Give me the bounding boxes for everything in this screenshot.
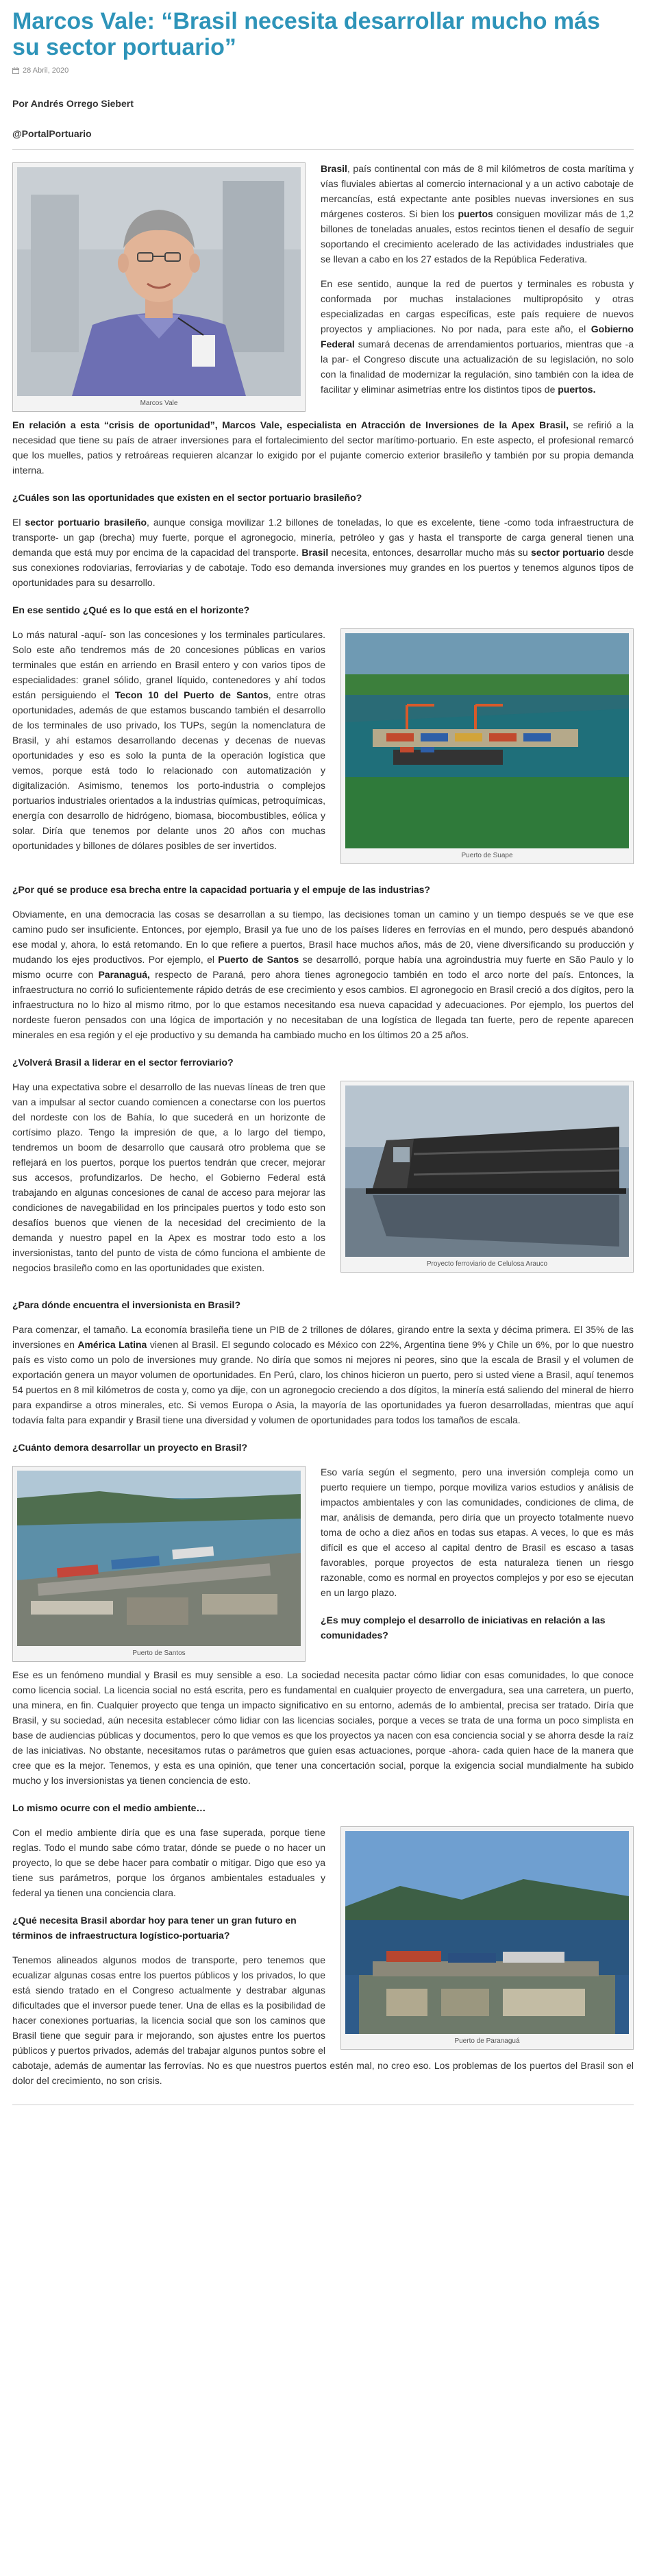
divider [12,149,634,150]
question-heading: ¿Para dónde encuentra el inversionista en Brasil? [12,1299,240,1310]
port-photo-icon [345,633,629,848]
train-photo-icon [345,1085,629,1257]
answer-paragraph: Hay una expectativa sobre el desarrollo de las nuevas líneas de tren que van a impulsar al sector cuando comiencen a conectarse con los puertos del nordeste con los de Bahía, lo que sucederá en un horizonte de cortísimo plazo. Tengo la impresión de que, a lo largo del tiempo, tendremos un boom de desarrollo que causará otro problema que se reflejará en los puertos, porque los puertos tendrán que crecer, mejorar sus accesos, profundizarlos. De hecho, el Gobierno Federal está trabajando en algunas concesiones de canal de acceso para mejorar las condiciones de navegabilidad en los principales puertos y todo esto son desafíos buenos que vienen de la necesidad del crecimiento de la demanda y nuestro papel en la Apex es mostrar todo esto a los inversionistas, tanto del punto de vista de cómo funciona el ambiente de negocios brasileño como en las oportunidades que existen. [12,1081,325,1273]
figure-paranagua [340,1826,634,2050]
intro-paragraph-3: En relación a esta “crisis de oportunidad”, Marcos Vale, especialista en Atracción de Inversiones de la Apex Brasil, se refirió a la necesidad que tiene su país de atraer inversiones para el fortalecimiento del sector marítimo-portuario. En este aspecto, el profesional remarcó que los muelles, patios y retroáreas requieren alcanzar lo exigido por el pujante comercio exterior brasileño y también por su propia demanda interna. [12,419,634,476]
answer-paragraph: Obviamente, en una democracia las cosas se desarrollan a su tiempo, las decisiones toman un camino y un tiempo después se ve que ese camino pudo ser insuficiente. Entonces, por ejemplo, Brasil ya fue uno de los países líderes en ferrovías en el mundo, pero después abandonó ese modal y, ahora, lo está retomando. En lo que refiere a puertos, Brasil hace muchos años, más de 20, viene diversificando su producción y mudando los ejes productivos. Por ejemplo, el Puerto de Santos se desarrolló, porque había una agroindustria muy fuerte en São Paulo y lo mismo ocurre con Paranaguá, respecto de Paraná, pero ahora tienes agronegocio también en todo el arco norte del país. Entonces, la infraestructura no corrió lo suficientemente rápido detrás de ese crecimiento y esos cambios. El agronegocio en Brasil creció a dos dígitos, pero la infraestructura no lo hizo al mismo ritmo, por lo que estamos necesitando esa nueva capacidad y adecuaciones. Por ejemplo, los puertos del nordeste fueron pensados con una lógica de importación y no necesitaban de una logística de llegada tan fuerte, pero de repente aparecen minerales en esa región y el eje productivo y su demanda ha cambiado mucho en los últimos 20 a 25 años. [12,909,634,1040]
answer-paragraph: Tenemos alineados algunos modos de transporte, pero tenemos que ecualizar algunas cosas entre los puertos públicos y los privados, lo que está siendo tratado en el Congreso actualmente y destrabar algunas dificultades que el inversor puede tener. Una de ellas es la posibilidad de hacer conexiones portuarias, la licencia social que son los caminos que Brasil tiene que seguir para ir mejorando, son ajustes entre los puertos públicos y puertos privados, además del trabajar algunos puntos sobre el cabotaje, además de aumentar las ferrovías. No es que nuestros puertos estén mal, no creo eso. Los problemas de los puertos del Brasil son el dolor del crecimiento, no son crisis. [12,1954,634,2086]
figure-caption: Puerto de Suape [461,852,513,859]
figure-caption: Puerto de Paranaguá [454,2037,520,2045]
question-heading: Lo mismo ocurre con el medio ambiente… [12,1802,206,1813]
twitter-handle[interactable]: @PortalPortuario [12,128,92,139]
answer-paragraph: Lo más natural -aquí- son las concesiones y los terminales particulares. Solo este año tendremos más de 20 concesiones públicas en varios terminales que están en arriendo en Brasil entero y con varios tipos de especialidades: granel sólido, granel líquido, contenedores y ahí todos están persiguiendo el Tecon 10 del Puerto de Santos, entre otras oportunidades, además de que estamos buscando también el desarrollo de los terminales de uso privado, los TUPs, según la nomenclatura de Brasil, y ahí estamos desarrollando decenas y decenas de nuevas oportunidades y eso es solo la punta de la operación logística que vemos, porque está todo lo relacionado con automatización y digitalización. Asimismo, tenemos los porto-industria o complejos portuarios industriales orientados a la industrias químicas, petroquímicas, energía con desarrollo de hidrógeno, biomasa, biocombustibles, eólica y solar. Diría que tenemos por delante unos 20 años con muchas oportunidades y billones de dólares posibles de ser invertidos. [12,629,325,851]
person-photo-icon [17,167,301,396]
answer-paragraph: Eso varía según el segmento, pero una inversión compleja como un puerto requiere un tiempo, porque moviliza varios estudios y análisis de impactos ambientales y con las comunidades, condiciones de clima, de mar, análisis de demanda, pero diría que un proyecto totalmente nuevo toma de ocho a diez años en todas sus etapas. A veces, lo que es más difícil es que el acceso al capital dentro de Brasil es escaso a tasas favorables, porque proyectos de esta naturaleza tienen un riesgo razonable, como es normal en proyectos complejos y por eso se ejecutan en un largo plazo. [321,1467,634,1598]
question-heading: ¿Es muy complejo el desarrollo de iniciativas en relación a las comunidades? [321,1615,606,1641]
answer-paragraph: Ese es un fenómeno mundial y Brasil es muy sensible a eso. La sociedad necesita pactar cómo lidiar con esas comunidades, lo que conoce como licencia social. La licencia social no está escrita, pero es fundamental en cualquier proyecto de envergadura, sea una carretera, un puerto, una minera, en fin. Cualquier proyecto que tenga un impacto significativo en su entorno, además de lo ambiental, precisa ser tratado. Diría que Brasil, y su sociedad, aún necesita establecer cómo lidiar con las licencias sociales, porque a veces se trata de una forma un poco simplista en base de audiencias públicas y documentos, pero lo que vemos es que los proyectos ya nacen con esa conciencia social y se ahorra desde la raíz de las iniciativas. No obstante, necesitamos rutas o parámetros que guíen esas actuaciones, porque -ahora- cada quien hace de la manera que cree que es la mejor. Tenemos, y esta es una opinión, que tener una concertación social, porque la exigencia social mundialmente ha subido mucho y los inversionistas ya tienen conciencia de esto. [12,1669,634,1786]
figure-portrait [12,162,306,412]
date-text: 28 Abril, 2020 [23,66,69,75]
figure-caption: Puerto de Santos [132,1649,186,1657]
question-heading: ¿Por qué se produce esa brecha entre la capacidad portuaria y el empuje de las industrias? [12,884,430,895]
port-photo-icon [17,1471,301,1646]
page-title: Marcos Vale: “Brasil necesita desarrollar mucho más su sector portuario” [12,8,600,60]
question-heading: ¿Cuánto demora desarrollar un proyecto en Brasil? [12,1442,248,1453]
intro-paragraph-1: Brasil, país continental con más de 8 mil kilómetros de costa marítima y vías fluviales abiertas al comercio internacional y a un activo cabotaje de mercancías, está expectante ante posibles nuevas inversiones en sus márgenes costeros. Si bien los puertos consiguen movilizar más de 1,2 billones de toneladas anuales, estos recintos tienen el desafío de seguir soportando el crecimiento acelerado de las actividades industriales que se llevan a cabo en los 27 estados de la República Federativa. [321,163,634,265]
figure-rail [340,1081,634,1273]
answer-paragraph: Con el medio ambiente diría que es una fase superada, porque tiene reglas. Todo el mundo sabe cómo tratar, dónde se puede o no hacer un proyecto, lo que se debe hacer para combatir o mitigar. Digo que eso ya tiene sus parámetros, porque los órganos ambientales estaduales y federal ya tienen una conciencia clara. [12,1827,325,1898]
question-heading: En ese sentido ¿Qué es lo que está en el horizonte? [12,604,250,615]
intro-paragraph-2: En ese sentido, aunque la red de puertos y terminales es robusta y conformada por muchas instalaciones multipropósito y otras especializadas en cargas específicas, este país requiere de nuevos proyectos y ampliaciones. No por nada, para este año, el Gobierno Federal sumará decenas de arrendamientos portuarios, mientras que -a la par- el Congreso discute una actualización de su legislación, no solo con la finalidad de modernizar la regulación, sino también con la idea de facilitar y eliminar asimetrías entre los distintos tipos de puertos. [321,278,634,395]
port-photo-icon [345,1831,629,2034]
calendar-icon [12,67,19,74]
byline: Por Andrés Orrego Siebert [12,98,134,109]
question-heading: ¿Qué necesita Brasil abordar hoy para tener un gran futuro en términos de infraestructura logístico-portuaria? [12,1915,297,1941]
question-heading: ¿Cuáles son las oportunidades que existen en el sector portuario brasileño? [12,492,362,503]
figure-santos [12,1466,306,1662]
answer-paragraph: El sector portuario brasileño, aunque consiga movilizar 1.2 billones de toneladas, lo que es excelente, tiene -como toda infraestructura de transporte- un gap (brecha) muy fuerte, porque el agronegocio, minería, petróleo y gas y hasta el transporte de carga general tienen una demanda que está muy por encima de la capacidad del transporte. Brasil necesita, entonces, desarrollar mucho más su sector portuario desde sus conexiones rodoviarias, ferroviarias y de cabotaje. Todo eso demanda inversiones muy grandes en los puertos y tenemos algunos tipos de oportunidades para su desarrollo. [12,517,634,588]
question-heading: ¿Volverá Brasil a liderar en el sector ferroviario? [12,1057,234,1068]
figure-suape [340,628,634,864]
figure-caption: Marcos Vale [140,400,178,407]
figure-caption: Proyecto ferroviario de Celulosa Arauco [426,1260,548,1268]
answer-paragraph: Para comenzar, el tamaño. La economía brasileña tiene un PIB de 2 trillones de dólares, girando entre la sexta y décima primera. El 35% de las inversiones en América Latina vienen al Brasil. El segundo colocado es México con 22%, Argentina tiene 9% y Chile un 6%, por lo que nuestro país es visto como un polo de inversiones muy grande. No diría que somos ni mejores ni peores, sino que la escala de Brasil y el volumen de exportación genera un mayor volumen de oportunidades. En Perú, claro, los chinos hicieron un puerto, pero si usted viene a Brasil, aquí tenemos 54 puertos en 8 mil kilómetros de costa y, como ya dije, con un agronegocio creciendo a dos dígitos, la minería está saliendo del mineral de hierro para expandirse a otros minerales, etc. Si vemos Europa o Asia, la mayoría de las oportunidades ya fueron desarrolladas, mientras que aquí todavía falta para expandir y Brasil tiene una diversidad y volumen de oportunidades para todos los tamaños de escala. [12,1324,634,1425]
publish-date [12,63,634,78]
